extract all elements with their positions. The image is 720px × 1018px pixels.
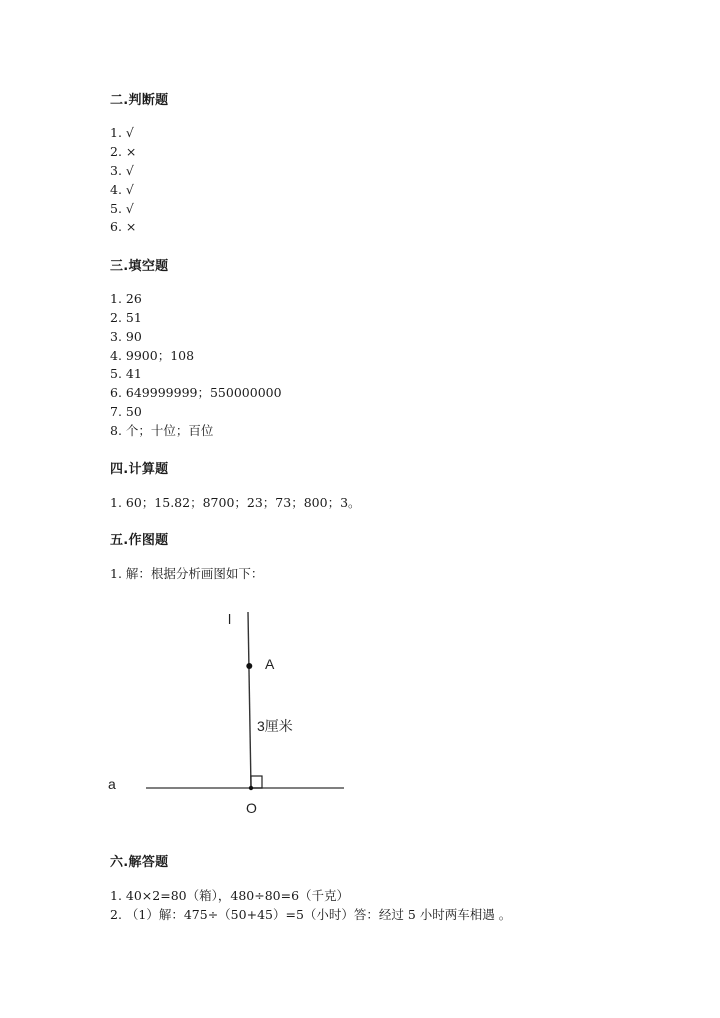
list-item: 6. 649999999；550000000 — [110, 385, 282, 400]
list-item: 5. 41 — [110, 366, 142, 381]
point-o — [249, 786, 253, 790]
label-line-a: a — [108, 776, 116, 792]
section-title-draw: 五.作图题 — [110, 533, 169, 548]
list-item: 2. × — [110, 144, 137, 159]
section-title-judge: 二.判断题 — [110, 93, 169, 108]
list-item: 5. √ — [110, 201, 134, 216]
list-item: 2. 51 — [110, 310, 142, 325]
section-title-fill: 三.填空题 — [110, 259, 169, 274]
label-point-o: O — [246, 800, 257, 816]
list-item: 4. 9900；108 — [110, 348, 195, 363]
label-point-a: A — [265, 656, 275, 672]
label-l: l — [228, 611, 232, 627]
section-title-calc: 四.计算题 — [110, 462, 169, 477]
list-item: 6. × — [110, 219, 137, 234]
list-item: 4. √ — [110, 182, 134, 197]
list-item: 1. √ — [110, 125, 134, 140]
list-item: 1. 40×2=80（箱），480÷80=6（千克） — [110, 888, 350, 903]
list-item: 7. 50 — [110, 404, 142, 419]
line-l — [248, 612, 251, 788]
list-item: 2. （1）解：475÷（50+45）=5（小时）答：经过 5 小时两车相遇 。 — [110, 907, 512, 922]
section-title-solve: 六.解答题 — [110, 855, 169, 870]
right-angle-marker — [251, 776, 262, 788]
list-item: 1. 解：根据分析画图如下： — [110, 566, 264, 581]
list-item: 3. 90 — [110, 329, 142, 344]
list-item: 1. 60；15.82；8700；23；73；800；3。 — [110, 495, 361, 510]
label-length: 3厘米 — [257, 718, 293, 734]
point-a — [246, 663, 252, 669]
list-item: 3. √ — [110, 163, 134, 178]
list-item: 1. 26 — [110, 291, 142, 306]
perpendicular-diagram — [100, 600, 360, 830]
list-item: 8. 个；十位；百位 — [110, 423, 214, 438]
